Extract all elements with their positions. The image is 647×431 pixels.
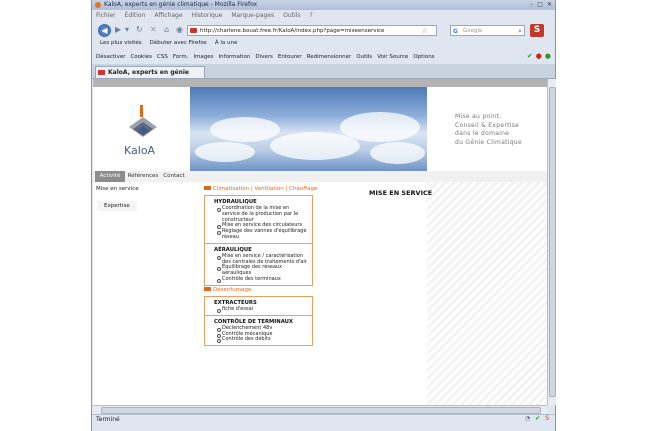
sidebar-item-expertise[interactable]: Expertise: [97, 201, 137, 211]
status-addon-icon[interactable]: ◔: [524, 415, 531, 422]
reload-icon[interactable]: ↻: [136, 25, 143, 34]
block-extracteurs: [205, 297, 312, 316]
wd-tools[interactable]: Outils: [356, 53, 373, 60]
tab-title: KaloA, experts en génie: [108, 69, 189, 76]
nav-contact[interactable]: Contact: [163, 173, 185, 179]
menu-bookmarks[interactable]: Marque-pages: [231, 12, 275, 19]
kaloa-logo-icon: [123, 105, 163, 145]
section-arrow-icon: [204, 287, 211, 291]
bookmark-getting-started[interactable]: Débuter avec Firefox: [149, 40, 207, 46]
sidebar-item-mise-en-service[interactable]: Mise en service: [96, 186, 139, 192]
site-nav: [93, 171, 547, 182]
list-item: Coordination de la mise en service de la production par le constructeur: [218, 206, 307, 223]
logo-text: KaloA: [124, 144, 156, 157]
google-icon[interactable]: G: [453, 28, 458, 35]
maximize-icon[interactable]: □: [537, 1, 543, 8]
back-button[interactable]: ◀: [98, 24, 111, 37]
wd-css[interactable]: CSS: [157, 53, 168, 60]
list-item: fiche d'essai: [218, 307, 307, 313]
status-bar: [92, 414, 555, 424]
horizontal-scroll-thumb[interactable]: [101, 407, 541, 414]
list-item: Déclenchement 48v: [218, 326, 307, 332]
search-placeholder: Google: [463, 28, 483, 34]
menu-tools[interactable]: Outils: [283, 12, 301, 19]
tagline-line-3: dans le domaine: [455, 130, 510, 137]
title-bar: [92, 0, 555, 10]
menu-file[interactable]: Fichier: [96, 12, 116, 19]
wd-outline[interactable]: Entourer: [277, 53, 302, 60]
bookmark-news[interactable]: À la une: [214, 40, 238, 46]
stop-icon[interactable]: ✕: [150, 25, 157, 34]
vertical-scroll-thumb[interactable]: [549, 87, 556, 397]
wd-options[interactable]: Options: [413, 53, 435, 60]
wd-disable[interactable]: Désactiver: [96, 53, 126, 60]
history-dropdown-icon[interactable]: ▾: [125, 25, 130, 34]
site-favicon: [190, 28, 197, 33]
list-item: Mise en service / caractérisation des centrales de traitements d'air: [218, 254, 307, 266]
status-text: Terminé: [96, 416, 120, 423]
error-icon[interactable]: ●: [535, 52, 542, 60]
horizontal-scrollbar[interactable]: [93, 405, 547, 414]
status-check-icon[interactable]: ✔: [535, 415, 541, 422]
wd-images[interactable]: Images: [193, 53, 214, 60]
right-column: [427, 182, 547, 405]
page-title: MISE EN SERVICE: [369, 189, 433, 197]
window-title: KaloA, experts en génie climatique - Mozilla Firefox: [104, 1, 258, 8]
section-title-text: Désenfumage: [213, 287, 252, 293]
tagline-line-2: Conseil & Expertise: [455, 121, 520, 129]
wd-misc[interactable]: Divers: [255, 53, 273, 60]
bookmark-most-visited[interactable]: Les plus visités: [100, 40, 142, 46]
menu-view[interactable]: Affichage: [154, 12, 183, 19]
wd-view-source[interactable]: Voir Source: [377, 53, 409, 60]
list-item: Équilibrage des réseaux aérauliques: [218, 265, 307, 277]
address-bar[interactable]: [187, 25, 437, 36]
list-item: Réglage des vannes d'équilibrage réseau: [218, 229, 307, 241]
menu-history[interactable]: Historique: [191, 12, 223, 19]
status-s-icon[interactable]: S: [545, 415, 549, 422]
forward-icon[interactable]: ▶: [115, 25, 122, 34]
s-addon-icon[interactable]: S: [530, 24, 544, 37]
list-item: Contrôle des débits: [218, 337, 307, 343]
bookmarks-toolbar: [92, 40, 555, 50]
block-heading: AÉRAULIQUE: [214, 246, 252, 253]
minimize-icon[interactable]: –: [530, 1, 534, 8]
site-tagline: [431, 89, 541, 169]
wd-forms[interactable]: Form.: [172, 53, 189, 60]
close-icon[interactable]: ✕: [546, 1, 552, 8]
tagline-line-4: du Génie Climatique: [455, 138, 522, 146]
section-heading-desenfumage: [204, 287, 251, 293]
list-item: Mise en service des circulateurs: [218, 223, 307, 229]
nav-references[interactable]: Références: [127, 173, 159, 179]
vertical-scrollbar[interactable]: [547, 79, 556, 405]
web-developer-toolbar: [92, 51, 555, 62]
block-heading: CONTRÔLE DE TERMINAUX: [214, 318, 294, 325]
tab-favicon: [98, 70, 105, 75]
bookmark-star-icon[interactable]: ☆: [421, 27, 428, 35]
url-text: http://charlene.bouat.free.fr/KaloA/index.php?page=miseenservice: [200, 28, 385, 34]
home-icon[interactable]: ⌂: [164, 25, 170, 34]
wd-resize[interactable]: Redimensionner: [306, 53, 352, 60]
navigation-toolbar: [92, 22, 555, 39]
list-item: Contrôle des terminaux: [218, 277, 307, 283]
block-heading: EXTRACTEURS: [214, 300, 257, 306]
site-top-bar: [93, 79, 547, 87]
header-sky-image: [190, 87, 427, 171]
browser-window: [91, 0, 556, 431]
menu-edit[interactable]: Édition: [124, 12, 146, 19]
block-heading: HYDRAULIQUE: [214, 199, 257, 205]
tab-strip: [92, 64, 555, 79]
tab-kaloa[interactable]: [95, 66, 205, 78]
addon-icon[interactable]: ◉: [176, 25, 183, 34]
ok-icon[interactable]: ●: [544, 52, 551, 60]
block-hydraulique: [205, 196, 312, 244]
section-title-text: Climatisation | Ventilation | Chauffage: [213, 186, 318, 192]
search-icon[interactable]: ⌕: [518, 27, 522, 35]
page-viewport: [93, 79, 547, 405]
section-arrow-icon: [204, 186, 211, 190]
search-box[interactable]: [450, 25, 525, 36]
menu-bar: [92, 12, 555, 21]
section-heading-hvac: [204, 186, 317, 192]
menu-help[interactable]: ?: [309, 12, 313, 19]
hvac-box: [204, 195, 313, 286]
block-aeraulique: [205, 244, 312, 285]
firefox-icon: [95, 2, 101, 8]
site-logo[interactable]: [93, 87, 190, 171]
wd-information[interactable]: Information: [218, 53, 251, 60]
wd-cookies[interactable]: Cookies: [130, 53, 153, 60]
tagline-line-1: Mise au point,: [455, 113, 502, 120]
left-sidebar: [93, 182, 190, 405]
list-item: Contrôle mécanique: [218, 332, 307, 338]
smoke-box: [204, 296, 313, 346]
check-icon[interactable]: ✔: [526, 52, 533, 60]
nav-activite[interactable]: Activité: [95, 171, 125, 182]
block-controle-terminaux: [205, 316, 312, 345]
